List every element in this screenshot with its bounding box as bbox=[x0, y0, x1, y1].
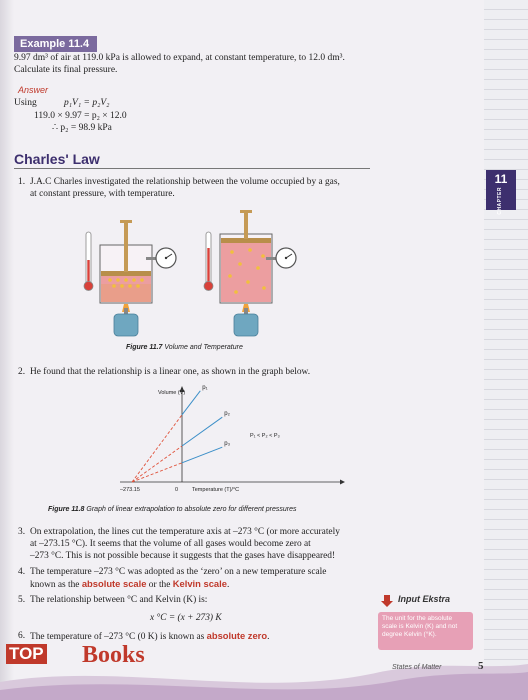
item-number: 4. bbox=[18, 567, 26, 577]
footer-chapter-title: States of Matter bbox=[392, 664, 442, 671]
item-text-line1: The relationship between °C and Kelvin (K) is: bbox=[30, 595, 208, 605]
term-kelvin-scale: Kelvin scale bbox=[172, 578, 227, 589]
item-number: 2. bbox=[18, 367, 26, 377]
x-axis-arrow bbox=[340, 480, 345, 485]
chapter-tab bbox=[486, 170, 516, 215]
figure-11-8-graph bbox=[100, 382, 350, 500]
section-rule bbox=[14, 168, 370, 169]
chapter-label: CHAPTER bbox=[497, 187, 503, 215]
beaker-right bbox=[220, 210, 282, 303]
item-number: 5. bbox=[18, 595, 26, 605]
side-note-box bbox=[378, 612, 473, 650]
side-note-line1: The unit for the absolute bbox=[382, 615, 453, 622]
list-item-3-line2: at –273.15 °C). It seems that the volume of all gases would become zero at bbox=[30, 539, 311, 549]
example-question-line1: 9.97 dm³ of air at 119.0 kPa is allowed to expand, at constant temperature, to 12.0 dm³. bbox=[14, 53, 345, 63]
page-number: 5 bbox=[478, 660, 484, 672]
figure-11-7-text: Volume and Temperature bbox=[162, 344, 243, 351]
figure-11-8-number: Figure 11.8 bbox=[48, 506, 85, 513]
list-item-3-line3: –273 °C. This is not possible because it suggests that the gases have disappeared! bbox=[30, 551, 336, 561]
list-item-5 bbox=[18, 594, 378, 608]
footer-wave bbox=[0, 660, 528, 700]
series-label-2: p₂ bbox=[224, 411, 230, 418]
x-axis-label: Temperature (T)/°C bbox=[192, 487, 240, 493]
term-absolute-zero: absolute zero bbox=[206, 630, 268, 641]
answer-line2: 119.0 × 9.97 = p₂ × 12.0 bbox=[34, 111, 127, 121]
series-extrapolation-2 bbox=[132, 446, 182, 482]
side-note-line2: scale is Kelvin (K) and not bbox=[382, 623, 458, 630]
item-number: 1. bbox=[18, 177, 26, 187]
answer-line1: p₁V₁ = p₂V₂ bbox=[64, 98, 110, 108]
pressure-gauge-right bbox=[276, 248, 296, 268]
burner-left bbox=[114, 304, 138, 336]
burner-right bbox=[234, 304, 258, 336]
series-line-3 bbox=[182, 447, 222, 463]
page-binding-shadow bbox=[0, 0, 14, 700]
series-line-2 bbox=[182, 417, 222, 446]
series-label-3: p₃ bbox=[224, 441, 231, 448]
chapter-number: 11 bbox=[494, 172, 508, 186]
thermometer-left bbox=[84, 232, 93, 291]
figure-11-8-caption bbox=[48, 506, 297, 513]
example-label: Example 11.4 bbox=[14, 36, 97, 52]
item-text-line1: J.A.C Charles investigated the relationship between the volume occupied by a gas, bbox=[30, 177, 340, 187]
chart-series bbox=[132, 391, 222, 482]
pressure-gauge-left bbox=[156, 248, 176, 268]
chart-axes bbox=[120, 386, 345, 485]
kelvin-formula: x °C = (x + 273) K bbox=[150, 613, 222, 623]
logo-books-text: Books bbox=[82, 642, 145, 668]
item-number: 6. bbox=[18, 631, 26, 641]
section-title: Charles' Law bbox=[14, 151, 100, 167]
side-note-line3: degree Kelvin (°K). bbox=[382, 631, 437, 638]
arrow-down-icon bbox=[380, 594, 394, 608]
y-axis-label: Volume (V) bbox=[158, 390, 186, 396]
text-segment: The temperature of –273 °C (0 K) is known as bbox=[30, 632, 207, 642]
item-number: 3. bbox=[18, 527, 26, 537]
text-segment: or the bbox=[146, 580, 173, 590]
chart-annotation: P₁ < P₂ < P₃ bbox=[250, 433, 280, 439]
text-segment: . bbox=[226, 580, 230, 590]
item-text-line1: He found that the relationship is a linear one, as shown in the graph below. bbox=[30, 367, 311, 377]
item-text-line1: On extrapolation, the lines cut the temperature axis at –273 °C (or more accurately bbox=[30, 527, 340, 537]
logo-top-text: TOP bbox=[6, 644, 47, 664]
beaker-left bbox=[100, 220, 162, 303]
list-item-6 bbox=[18, 630, 378, 644]
x-tick-label-zero: 0 bbox=[175, 487, 179, 493]
example-question-line2: Calculate its final pressure. bbox=[14, 65, 118, 75]
answer-line3: ∴ p₂ = 98.9 kPa bbox=[52, 123, 112, 133]
list-item-4-line2 bbox=[30, 578, 380, 591]
answer-label: Answer bbox=[18, 85, 49, 95]
x-tick-label-min: –273.15 bbox=[120, 487, 140, 493]
figure-11-7-caption bbox=[126, 344, 243, 351]
text-segment: known as the bbox=[30, 580, 82, 590]
series-label-1: p₁ bbox=[202, 384, 208, 391]
side-note-heading: Input Ekstra bbox=[398, 594, 451, 604]
figure-11-7-number: Figure 11.7 bbox=[126, 344, 163, 351]
chart-labels bbox=[120, 385, 280, 493]
term-absolute-scale: absolute scale bbox=[81, 578, 147, 589]
text-segment: . bbox=[267, 632, 270, 642]
thermometer-right bbox=[204, 232, 213, 291]
figure-11-7-apparatus bbox=[80, 210, 310, 340]
answer-using: Using bbox=[14, 98, 37, 108]
item-text-line1: The temperature –273 °C was adopted as the ‘zero’ on a new temperature scale bbox=[30, 567, 327, 577]
figure-11-8-text: Graph of linear extrapolation to absolute zero for different pressures bbox=[84, 506, 297, 513]
list-item-1-line2: at constant pressure, with temperature. bbox=[30, 189, 175, 199]
list-item-2 bbox=[18, 366, 378, 380]
